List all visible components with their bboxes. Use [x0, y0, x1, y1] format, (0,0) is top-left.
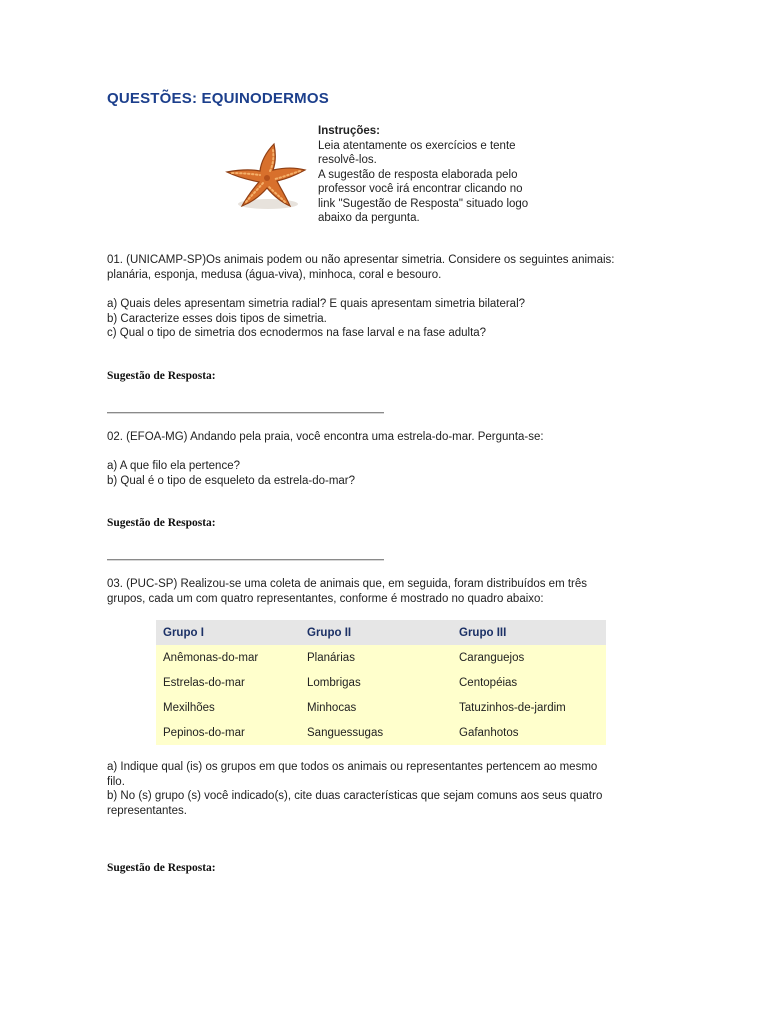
table-cell: Centopéias [452, 670, 606, 695]
table-row [156, 720, 606, 745]
table-cell: Minhocas [300, 695, 452, 720]
table-header: Grupo II [300, 620, 452, 645]
question-item: a) Indique qual (is) os grupos em que todos os animais ou representantes pertencem ao mesmo [107, 761, 598, 773]
divider [107, 559, 384, 561]
question-item: representantes. [107, 804, 187, 817]
question-line: 02. (EFOA-MG) Andando pela praia, você encontra uma estrela-do-mar. Pergunta-se: [107, 431, 544, 443]
question-line: 01. (UNICAMP-SP)Os animais podem ou não apresentar simetria. Considere os seguintes animais: [107, 254, 615, 266]
table-row [156, 695, 606, 720]
question-item: b) Caracterize esses dois tipos de simetria. [107, 312, 327, 325]
question-item: a) A que filo ela pertence? [107, 460, 240, 472]
table-row [156, 645, 606, 670]
table-cell: Gafanhotos [452, 720, 606, 745]
question-1-items [107, 297, 667, 341]
divider [107, 412, 384, 414]
question-line: 03. (PUC-SP) Realizou-se uma coleta de animais que, em seguida, foram distribuídos em três [107, 578, 588, 590]
groups-table [156, 620, 606, 745]
question-item: b) Qual é o tipo de esqueleto da estrela-do-mar? [107, 474, 356, 487]
table-cell: Anêmonas-do-mar [156, 645, 300, 670]
answer-link-2[interactable]: Sugestão de Resposta: [107, 517, 216, 529]
question-item: filo. [107, 775, 125, 788]
question-2-text [107, 430, 667, 445]
table-cell: Caranguejos [452, 645, 606, 670]
instructions-line: link "Sugestão de Resposta" situado logo [318, 197, 529, 210]
question-1-text [107, 253, 667, 282]
table-cell: Planárias [300, 645, 452, 670]
instructions-line: professor você irá encontrar clicando no [318, 183, 523, 195]
table-cell: Sanguessugas [300, 720, 452, 745]
table-cell: Lombrigas [300, 670, 452, 695]
question-3-items [107, 760, 667, 818]
answer-link-1[interactable]: Sugestão de Resposta: [107, 370, 216, 382]
question-item: b) No (s) grupo (s) você indicado(s), cite duas características que sejam comuns aos seus quatro [107, 790, 603, 802]
starfish-icon [224, 140, 308, 212]
instructions-line: Leia atentamente os exercícios e tente [318, 139, 516, 152]
instructions-line: A sugestão de resposta elaborada pelo [318, 168, 518, 181]
table-cell: Pepinos-do-mar [156, 720, 300, 745]
table-header: Grupo I [156, 620, 300, 645]
instructions-line: abaixo da pergunta. [318, 212, 420, 224]
table-row [156, 670, 606, 695]
page-title: QUESTÕES: EQUINODERMOS [107, 90, 329, 107]
table-cell: Estrelas-do-mar [156, 670, 300, 695]
instructions-heading: Instruções: [318, 125, 380, 137]
question-line: grupos, cada um com quatro representantes, conforme é mostrado no quadro abaixo: [107, 592, 544, 605]
question-item: a) Quais deles apresentam simetria radial? E quais apresentam simetria bilateral? [107, 298, 526, 310]
table-cell: Tatuzinhos-de-jardim [452, 695, 606, 720]
instructions-line: resolvê-los. [318, 154, 377, 166]
table-header: Grupo III [452, 620, 606, 645]
answer-link-3[interactable]: Sugestão de Resposta: [107, 862, 216, 874]
question-item: c) Qual o tipo de simetria dos ecnodermos na fase larval e na fase adulta? [107, 327, 487, 339]
table-cell: Mexilhões [156, 695, 300, 720]
question-line: planária, esponja, medusa (água-viva), minhoca, coral e besouro. [107, 268, 442, 281]
table-header-row [156, 620, 606, 645]
instructions-block [318, 124, 558, 226]
question-3-text [107, 577, 667, 606]
question-2-items [107, 459, 667, 488]
